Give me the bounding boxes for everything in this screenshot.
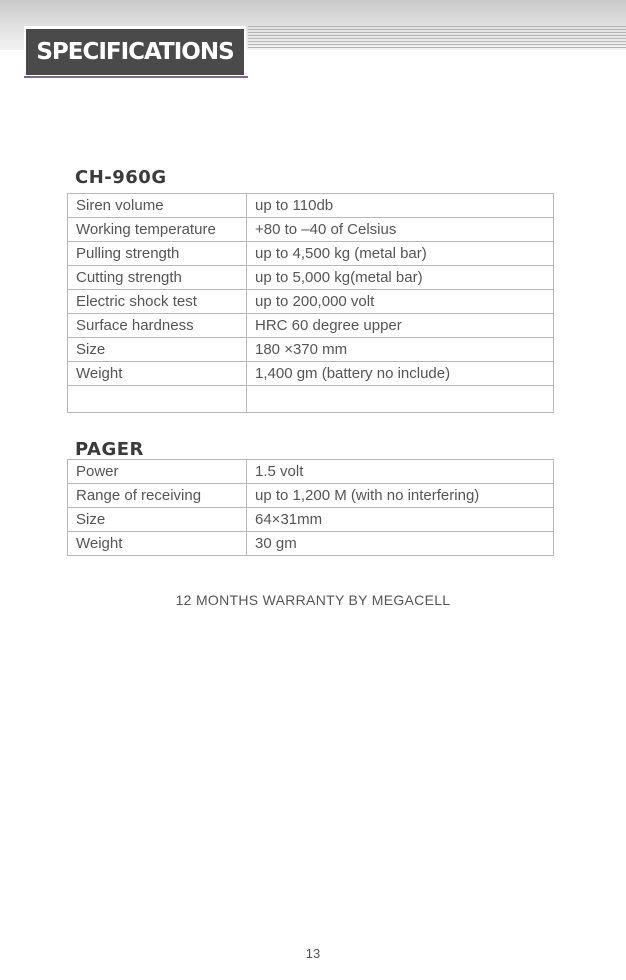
table-row [68,266,554,290]
table-row [68,532,554,556]
spec-label: Power [68,460,247,484]
spec-label: Electric shock test [68,290,247,314]
spec-label: Range of receiving [68,484,247,508]
warranty-text: 12 MONTHS WARRANTY BY MEGACELL [175,592,451,608]
table-row [68,290,554,314]
spec-table-pager [67,459,554,556]
spec-value: 64×31mm [247,508,554,532]
spec-value: up to 1,200 M (with no interfering) [247,484,554,508]
header-underline [24,76,248,78]
spec-value: HRC 60 degree upper [247,314,554,338]
spec-label: Size [68,508,247,532]
spec-value: up to 5,000 kg(metal bar) [247,266,554,290]
section-title-ch960g: CH-960G [75,167,167,188]
spec-label: Weight [68,362,247,386]
spec-value: +80 to –40 of Celsius [247,218,554,242]
table-row [68,218,554,242]
spec-value: up to 110db [247,194,554,218]
spec-value: 1,400 gm (battery no include) [247,362,554,386]
table-row-empty [68,386,554,413]
page-number: 13 [305,946,321,961]
spec-label-empty [68,386,247,413]
spec-value: up to 200,000 volt [247,290,554,314]
spec-label: Working temperature [68,218,247,242]
spec-value-empty [247,386,554,413]
spec-label: Siren volume [68,194,247,218]
table-row [68,362,554,386]
table-row [68,242,554,266]
table-row [68,508,554,532]
spec-table-ch960g [67,193,554,413]
spec-label: Cutting strength [68,266,247,290]
spec-value: 1.5 volt [247,460,554,484]
table-row [68,194,554,218]
table-row [68,314,554,338]
spec-label: Weight [68,532,247,556]
header-rule-lines [248,26,626,48]
section-title-pager: PAGER [75,439,144,460]
spec-label: Surface hardness [68,314,247,338]
spec-value: 30 gm [247,532,554,556]
spec-label: Size [68,338,247,362]
table-row [68,460,554,484]
table-row [68,338,554,362]
page-title: SPECIFICATIONS [26,29,244,75]
spec-value: up to 4,500 kg (metal bar) [247,242,554,266]
spec-value: 180 ×370 mm [247,338,554,362]
spec-label: Pulling strength [68,242,247,266]
table-row [68,484,554,508]
